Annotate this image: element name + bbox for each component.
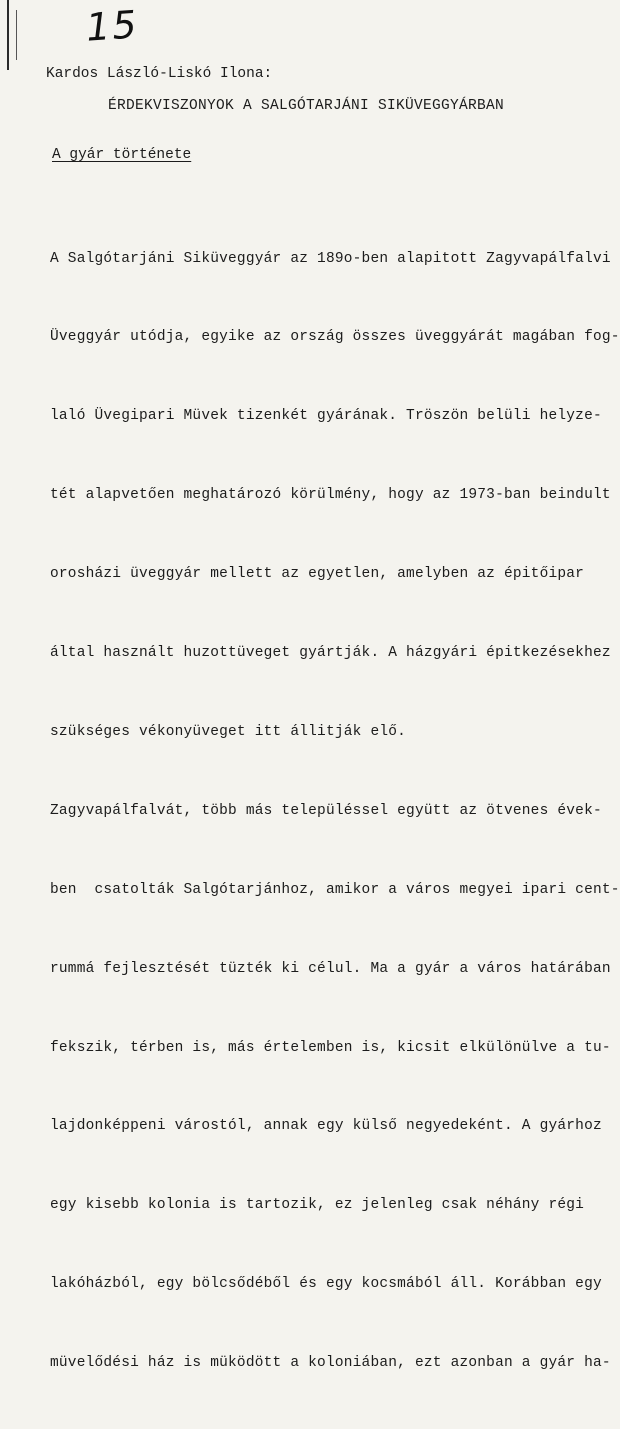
text-line: Üveggyár utódja, egyike az ország összes üveggyárát magában fog- [50, 329, 620, 346]
text-line: szükséges vékonyüveget itt állitják elő. [50, 723, 407, 740]
text-line: rummá fejlesztését tüzték ki célul. Ma a gyár a város határában [50, 960, 611, 977]
text-line: egy kisebb kolonia is tartozik, ez jelenleg csak néhány régi [50, 1197, 585, 1214]
text-line: által használt huzottüveget gyártják. A házgyári épitkezésekhez [50, 645, 611, 662]
authors-line: Kardos László-Liskó Ilona: [46, 66, 273, 82]
margin-mark-secondary [16, 10, 17, 60]
text-line: müvelődési ház is müködött a koloniában, ezt azonban a gyár ha- [50, 1355, 611, 1372]
text-line: orosházi üveggyár mellett az egyetlen, amelyben az épitőipar [50, 566, 585, 583]
page-number: 15 [84, 2, 140, 50]
text-line: ben csatolták Salgótarjánhoz, amikor a város megyei ipari cent- [50, 881, 620, 898]
text-line: fekszik, térben is, más értelemben is, kicsit elkülönülve a tu- [50, 1039, 611, 1056]
text-line: lajdonképpeni várostól, annak egy külső negyedeként. A gyárhoz [50, 1118, 602, 1135]
text-line: tét alapvetően meghatározó körülmény, hogy az 1973-ban beindult [50, 487, 611, 504]
text-line: laló Üvegipari Müvek tizenkét gyárának. Tröszön belüli helyze- [50, 408, 602, 425]
text-line: lakóházból, egy bölcsődéből és egy kocsmából áll. Korábban egy [50, 1276, 602, 1293]
section-heading: A gyár története [52, 147, 192, 163]
margin-mark [7, 0, 9, 70]
text-line: A Salgótarjáni Siküveggyár az 189o-ben alapitott Zagyvapálfalvi [50, 250, 611, 267]
body-text [50, 193, 620, 1429]
text-line: Zagyvapálfalvát, több más településsel együtt az ötvenes évek- [50, 802, 602, 819]
document-title: ÉRDEKVISZONYOK A SALGÓTARJÁNI SIKÜVEGGYÁRBAN [108, 98, 505, 114]
